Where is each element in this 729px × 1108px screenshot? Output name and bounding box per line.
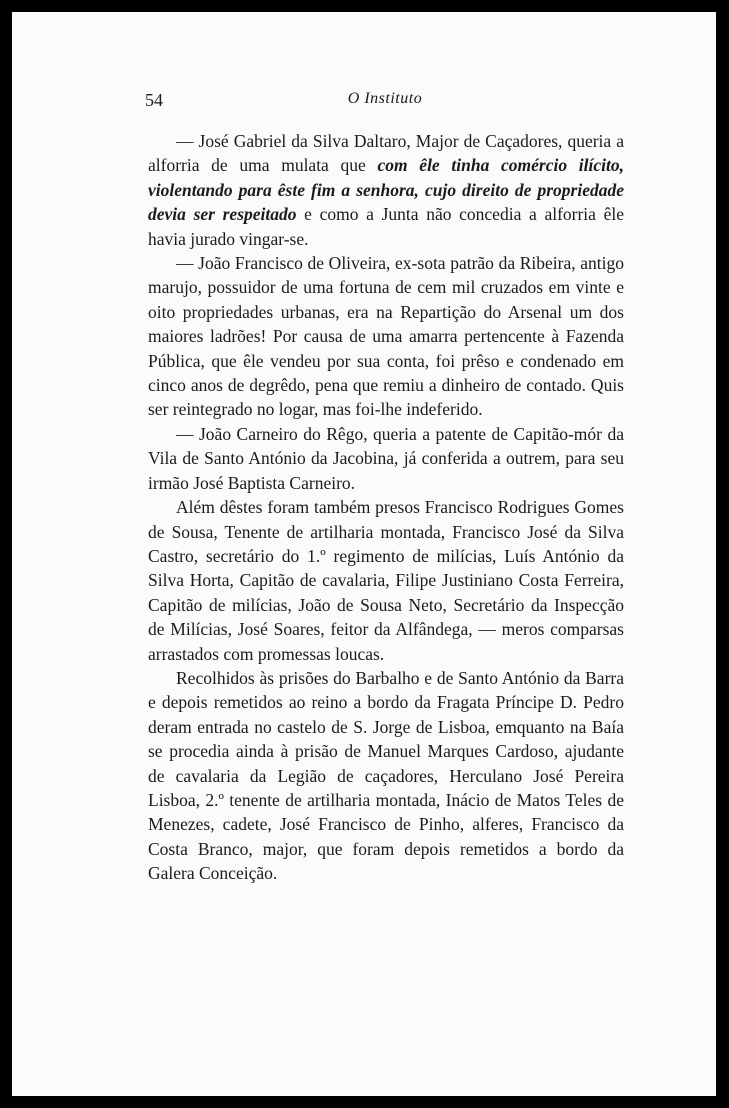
paragraph-daltaro-lead: — José Gabriel da Silva Daltaro, Major de Caçadores, queria a alforria de uma mulata que <box>148 131 624 176</box>
paragraph-presos: Além dêstes foram também presos Francisco Rodrigues Gomes de Sousa, Tenente de artilharia montada, Francisco José da Silva Castro, secretário do 1.º regimento de milícias, Luís António da Silva Horta, Capitão de cavalaria, Filipe Justiniano Costa Ferreira, Capitão de milícias, João de Sousa Neto, Secretário da Inspecção de Milícias, José Soares, feitor da Alfândega, — meros comparsas arrastados com promessas loucas. <box>148 497 624 664</box>
page-number: 54 <box>145 90 163 110</box>
paragraph-recolhidos: Recolhidos às prisões do Barbalho e de Santo António da Barra e depois remetidos ao reino a bordo da Fragata Príncipe D. Pedro deram entrada no castelo de S. Jorge de Lisboa, emquanto na Baía se procedia ainda à prisão de Manuel Marques Cardoso, ajudante de cavalaria da Legião de caçadores, Herculano José Pereira Lisboa, 2.º tenente de artilharia montada, Inácio de Matos Teles de Menezes, cadete, José Francisco de Pinho, alferes, Francisco da Costa Branco, major, que foram depois remetidos a bordo da Galera Conceição. <box>148 667 624 884</box>
book-page <box>12 12 716 1096</box>
paragraph-daltaro <box>148 129 624 251</box>
running-title: O Instituto <box>347 90 423 107</box>
paragraph-carneiro: — João Carneiro do Rêgo, queria a patente de Capitão-mór da Vila de Santo António da Jacobina, já conferida a outrem, para seu irmão José Baptista Carneiro. <box>148 423 624 493</box>
paragraph-daltaro-tail: e como a Junta não concedia a alforria êle havia jurado vingar-se. <box>148 204 624 249</box>
body-text <box>148 129 624 886</box>
paragraph-daltaro-emphasis: com êle tinha comércio ilícito, violentando para êste fim a senhora, cujo direito de propriedade devia ser respeitado <box>148 155 624 225</box>
page-header <box>145 90 625 112</box>
paragraph-oliveira: — João Francisco de Oliveira, ex-sota patrão da Ribeira, antigo marujo, possuidor de uma fortuna de cem mil cruzados em vinte e oito propriedades urbanas, era na Repartição do Arsenal um dos maiores ladrões! Por causa de uma amarra pertencente à Fazenda Pública, que êle vendeu por sua conta, foi prêso e condenado em cinco anos de degrêdo, pena que remiu a dinheiro de contado. Quis ser reintegrado no logar, mas foi-lhe indeferido. <box>148 253 624 420</box>
